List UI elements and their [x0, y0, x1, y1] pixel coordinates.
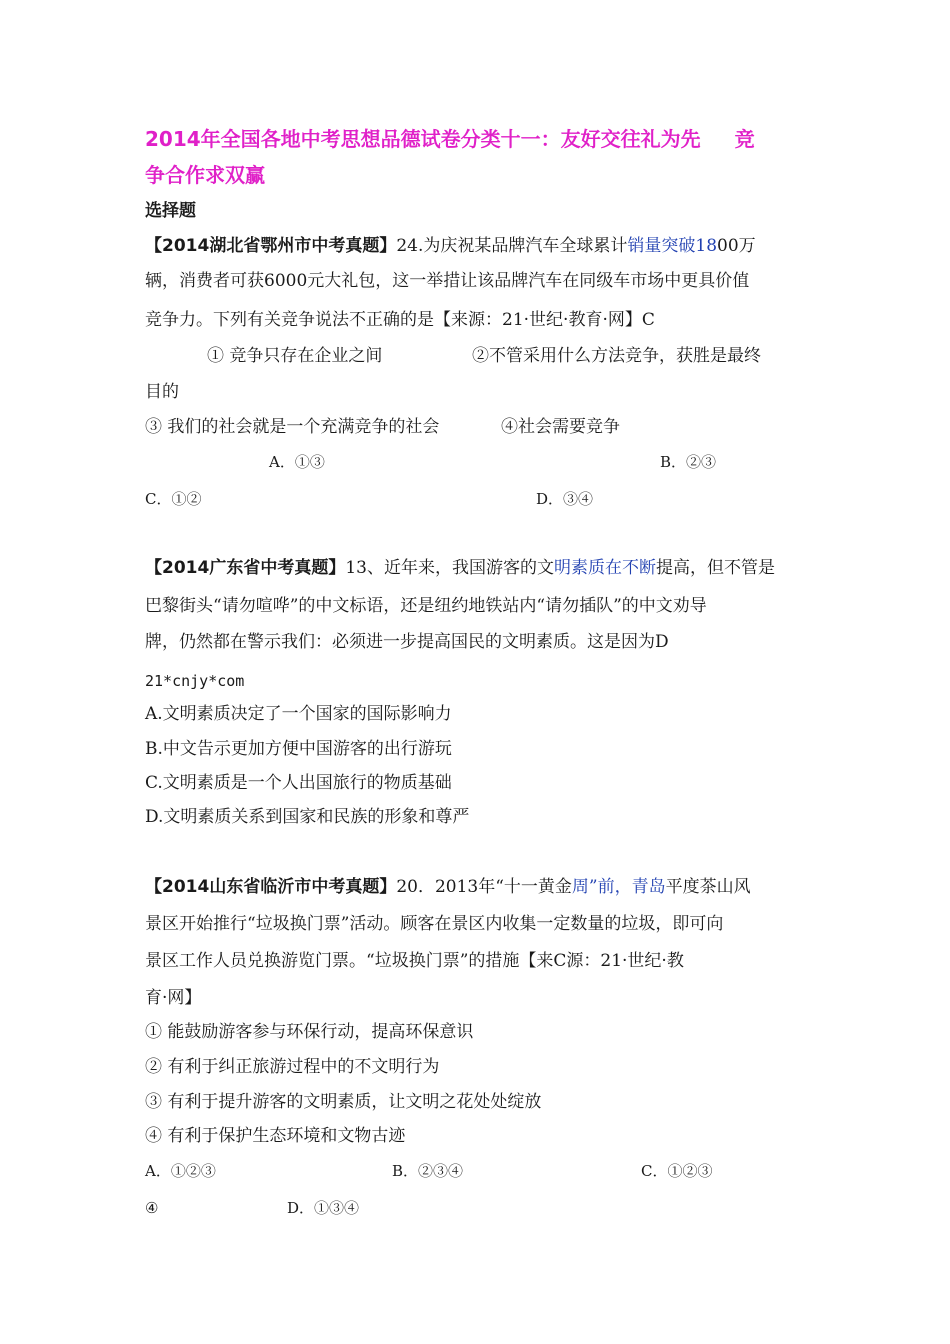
- document-title-line-2: 争合作求双赢: [145, 163, 265, 187]
- q2-text-post: 提高，但不管是: [655, 558, 775, 578]
- q1-text-pre: 24.为庆祝某品牌汽车全球累计: [396, 236, 628, 256]
- q1-answer-c: C．①②: [145, 490, 202, 508]
- q3-text-post: 平度茶山风: [665, 877, 751, 897]
- q1-answer-d: D．③④: [536, 490, 594, 508]
- q3-answer-b: B．②③④: [392, 1162, 464, 1180]
- title-text-b: 竞: [734, 127, 755, 151]
- q3-text-blue: 周”前，青岛: [571, 877, 666, 897]
- q1-text-blue: 销量突破18: [627, 236, 718, 256]
- document-title-line-1: [145, 127, 815, 151]
- q1-answer-b: B．②③: [660, 453, 717, 471]
- q3-statement-3: ③ 有利于提升游客的文明素质，让文明之花处处绽放: [145, 1092, 542, 1112]
- q1-statement-1: ① 竞争只存在企业之间: [207, 346, 383, 366]
- q3-line-4: 育·网】: [145, 988, 202, 1008]
- q3-source: 【2014山东省临沂市中考真题】: [145, 877, 397, 897]
- section-heading: 选择题: [145, 201, 196, 221]
- q3-line-1: [145, 876, 815, 898]
- q1-statement-4: ④社会需要竞争: [501, 417, 620, 437]
- q2-option-d: D.文明素质关系到国家和民族的形象和尊严: [145, 807, 470, 827]
- q2-text-blue: 明素质在不断: [553, 558, 656, 578]
- q3-text-pre: 20．2013年“十一黄金: [396, 877, 572, 897]
- q2-line-2: 巴黎街头“请勿喧哗”的中文标语，还是纽约地铁站内“请勿插队”的中文劝导: [145, 596, 707, 616]
- q2-line-4: 21*cnjy*com: [145, 672, 245, 690]
- q3-answer-c-cont: ④: [145, 1199, 159, 1217]
- q2-option-a: A.文明素质决定了一个国家的国际影响力: [145, 704, 452, 724]
- q3-statement-4: ④ 有利于保护生态环境和文物古迹: [145, 1126, 406, 1146]
- q2-line-1: [145, 557, 815, 579]
- q2-line-3: 牌，仍然都在警示我们：必须进一步提高国民的文明素质。这是因为D: [145, 632, 669, 652]
- q3-answer-c: C．①②③: [641, 1162, 713, 1180]
- q2-text-pre: 13、近年来，我国游客的文: [345, 558, 554, 578]
- q3-answer-d: D．①③④: [287, 1199, 360, 1217]
- q1-line-2: 辆，消费者可获6000元大礼包，这一举措让该品牌汽车在同级车市场中更具价值: [145, 271, 750, 291]
- q1-text-post: 00万: [717, 236, 756, 256]
- q3-answer-a: A．①②③: [145, 1162, 216, 1180]
- q1-statement-3: ③ 我们的社会就是一个充满竞争的社会: [145, 417, 440, 437]
- q2-option-c: C.文明素质是一个人出国旅行的物质基础: [145, 773, 452, 793]
- q3-statement-2: ② 有利于纠正旅游过程中的不文明行为: [145, 1057, 440, 1077]
- q3-line-3: 景区工作人员兑换游览门票。“垃圾换门票”的措施【来C源：21·世纪·教: [145, 951, 684, 971]
- q3-statement-1: ① 能鼓励游客参与环保行动，提高环保意识: [145, 1022, 474, 1042]
- q1-source: 【2014湖北省鄂州市中考真题】: [145, 236, 397, 256]
- title-text-a: 2014年全国各地中考思想品德试卷分类十一：友好交往礼为先: [145, 127, 701, 151]
- q1-statement-2-cont: 目的: [145, 382, 179, 402]
- q1-statement-2: ②不管采用什么方法竞争，获胜是最终: [472, 346, 761, 366]
- q2-source: 【2014广东省中考真题】: [145, 558, 346, 578]
- q3-line-2: 景区开始推行“垃圾换门票”活动。顾客在景区内收集一定数量的垃圾，即可向: [145, 914, 724, 934]
- q1-line-3: 竞争力。下列有关竞争说法不正确的是【来源：21·世纪·教育·网】C: [145, 310, 655, 330]
- q1-answer-a: A．①③: [269, 453, 325, 471]
- q2-option-b: B.中文告示更加方便中国游客的出行游玩: [145, 739, 452, 759]
- q1-line-1: [145, 235, 815, 257]
